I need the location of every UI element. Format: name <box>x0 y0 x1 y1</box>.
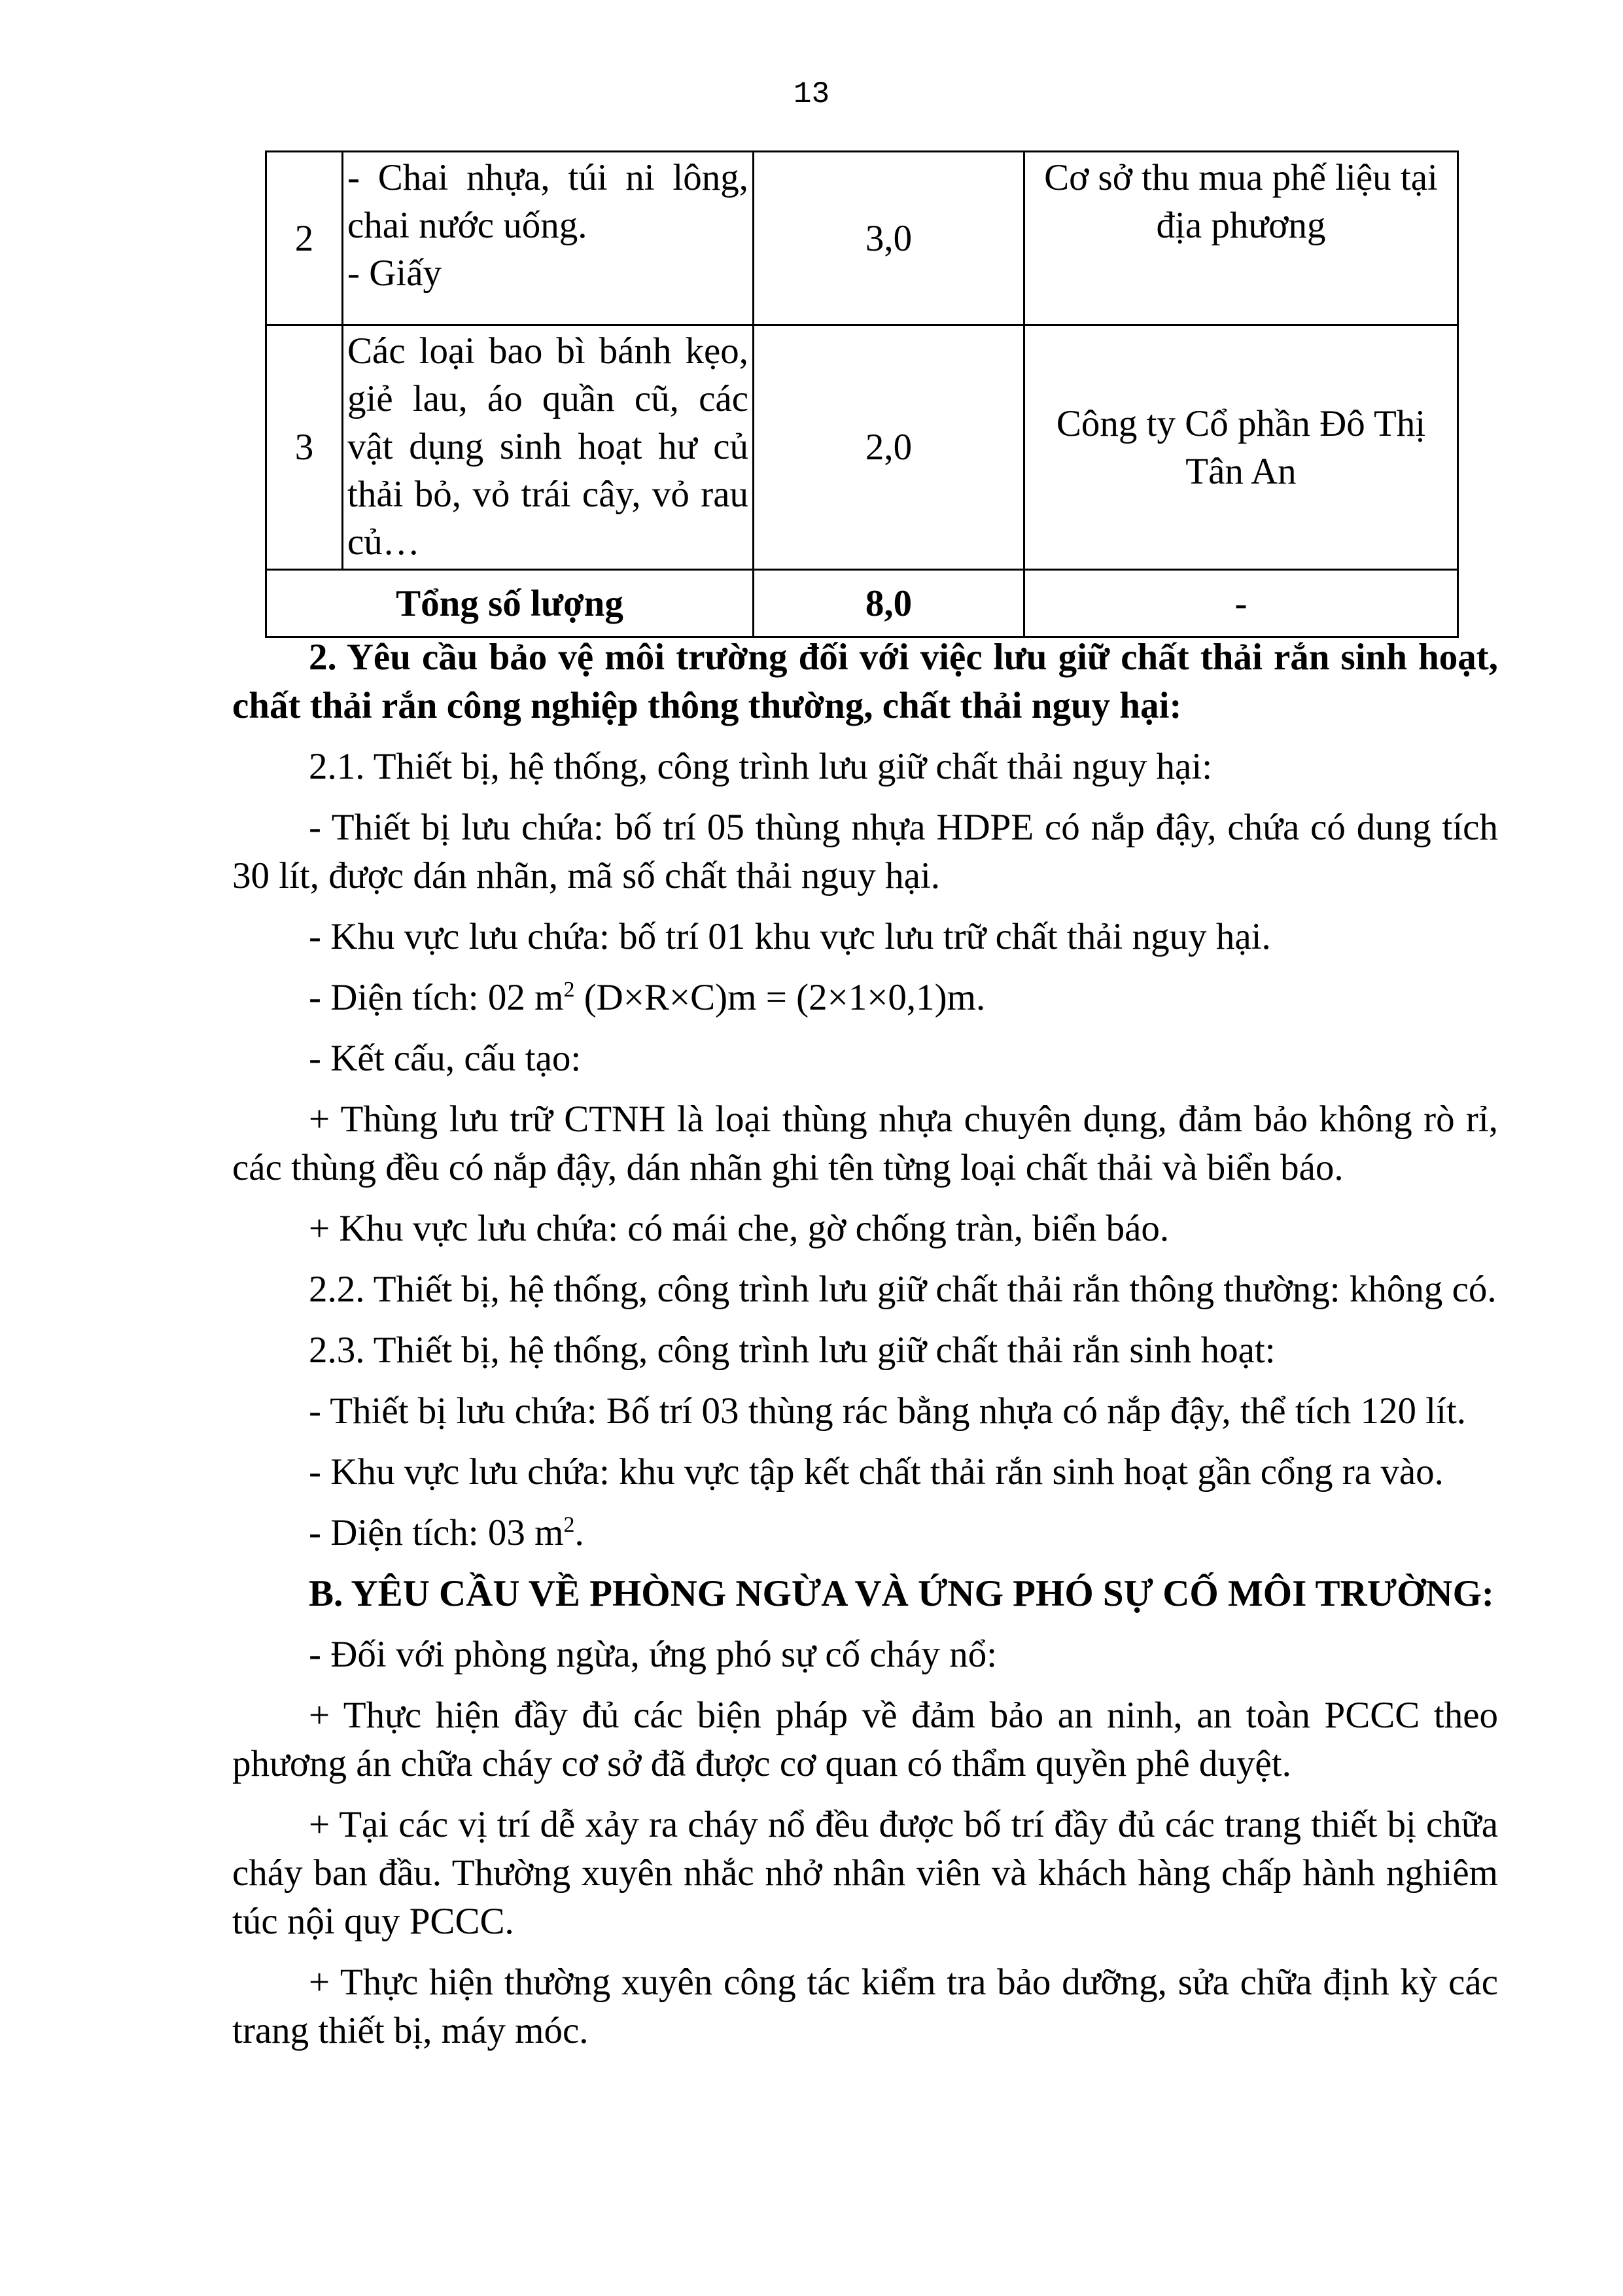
waste-amount: 2,0 <box>754 325 1024 570</box>
superscript: 2 <box>563 978 575 1002</box>
table-row <box>266 152 1458 325</box>
subsection-heading: 2.3. Thiết bị, hệ thống, công trình lưu giữ chất thải rắn sinh hoạt: <box>309 1330 1276 1371</box>
table-row <box>266 325 1458 570</box>
table-total-row <box>266 570 1458 637</box>
document-body <box>232 633 1498 2068</box>
waste-type-line: - Giấy <box>347 253 442 294</box>
paragraph: + Thực hiện thường xuyên công tác kiểm tra bảo dưỡng, sửa chữa định kỳ các trang thiết bị, máy móc. <box>232 1962 1498 2051</box>
waste-type-line: - Chai nhựa, túi ni lông, chai nước uống. <box>347 157 748 246</box>
waste-handler: Công ty Cổ phần Đô Thị Tân An <box>1024 325 1458 570</box>
page-number: 13 <box>793 77 830 111</box>
subsection-heading: 2.1. Thiết bị, hệ thống, công trình lưu giữ chất thải nguy hại: <box>309 746 1213 787</box>
waste-handler: Cơ sở thu mua phế liệu tại địa phương <box>1024 152 1458 325</box>
waste-type-line: Các loại bao bì bánh kẹo, giẻ lau, áo quần cũ, các vật dụng sinh hoạt hư củ thải bỏ, vỏ trái cây, vỏ rau củ… <box>347 330 748 563</box>
paragraph <box>232 1509 1498 1557</box>
area-text: . <box>574 1512 584 1553</box>
total-amount: 8,0 <box>754 570 1024 637</box>
paragraph: - Khu vực lưu chứa: bố trí 01 khu vực lưu trữ chất thải nguy hại. <box>309 916 1271 957</box>
waste-type <box>343 152 754 325</box>
waste-amount: 3,0 <box>754 152 1024 325</box>
paragraph: + Thực hiện đầy đủ các biện pháp về đảm bảo an ninh, an toàn PCCC theo phương án chữa cháy cơ sở đã được cơ quan có thẩm quyền phê duyệt. <box>232 1695 1498 1784</box>
paragraph: - Kết cấu, cấu tạo: <box>309 1038 582 1079</box>
row-number: 2 <box>266 152 343 325</box>
section-heading: B. YÊU CẦU VỀ PHÒNG NGỪA VÀ ỨNG PHÓ SỰ CỐ MÔI TRƯỜNG: <box>309 1573 1494 1614</box>
paragraph: - Thiết bị lưu chứa: bố trí 05 thùng nhựa HDPE có nắp đậy, chứa có dung tích 30 lít, được dán nhãn, mã số chất thải nguy hại. <box>232 807 1498 896</box>
area-text: - Diện tích: 03 m <box>309 1512 564 1553</box>
paragraph: + Thùng lưu trữ CTNH là loại thùng nhựa chuyên dụng, đảm bảo không rò rỉ, các thùng đều có nắp đậy, dán nhãn ghi tên từng loại chất thải và biển báo. <box>232 1099 1498 1188</box>
row-number: 3 <box>266 325 343 570</box>
paragraph: + Tại các vị trí dễ xảy ra cháy nổ đều được bố trí đầy đủ các trang thiết bị chữa cháy ban đầu. Thường xuyên nhắc nhở nhân viên và khách hàng chấp hành nghiêm túc nội quy PCCC. <box>232 1804 1498 1942</box>
paragraph <box>232 974 1498 1022</box>
paragraph: - Thiết bị lưu chứa: Bố trí 03 thùng rác bằng nhựa có nắp đậy, thể tích 120 lít. <box>309 1390 1467 1432</box>
section-heading: 2. Yêu cầu bảo vệ môi trường đối với việc lưu giữ chất thải rắn sinh hoạt, chất thải rắn công nghiệp thông thường, chất thải nguy hại: <box>232 637 1498 726</box>
paragraph: - Khu vực lưu chứa: khu vực tập kết chất thải rắn sinh hoạt gần cổng ra vào. <box>309 1451 1444 1492</box>
area-text: (D×R×C)m = (2×1×0,1)m. <box>574 977 986 1018</box>
superscript: 2 <box>563 1513 575 1537</box>
paragraph: + Khu vực lưu chứa: có mái che, gờ chống tràn, biển báo. <box>309 1208 1170 1249</box>
total-label: Tổng số lượng <box>266 570 754 637</box>
waste-table <box>265 150 1459 638</box>
subsection-heading: 2.2. Thiết bị, hệ thống, công trình lưu giữ chất thải rắn thông thường: không có. <box>309 1269 1497 1310</box>
total-handler: - <box>1024 570 1458 637</box>
paragraph: - Đối với phòng ngừa, ứng phó sự cố cháy nổ: <box>309 1634 998 1675</box>
area-text: - Diện tích: 02 m <box>309 977 564 1018</box>
waste-type <box>343 325 754 570</box>
